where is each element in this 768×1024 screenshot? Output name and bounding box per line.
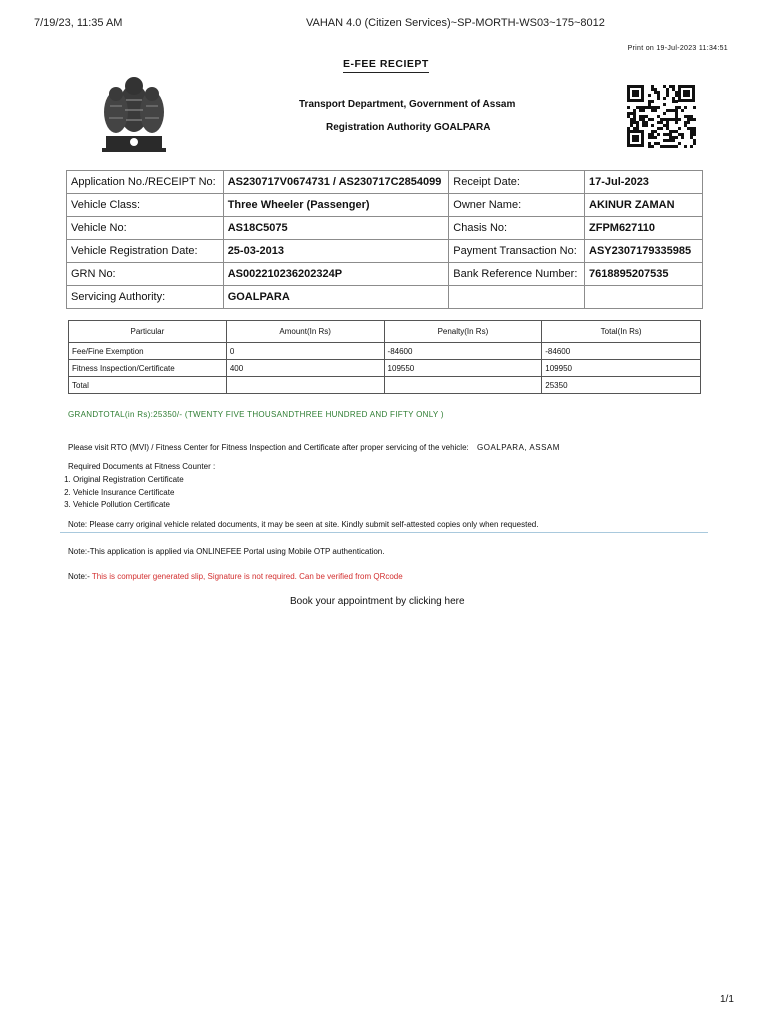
- info-value: 17-Jul-2023: [585, 171, 703, 194]
- authority-name: Registration Authority GOALPARA: [326, 122, 491, 133]
- info-value: 25-03-2013: [223, 240, 449, 263]
- table-cell: 109550: [384, 360, 542, 377]
- column-header: Total(In Rs): [542, 321, 701, 343]
- qr-code-icon[interactable]: [626, 84, 696, 148]
- table-row: [67, 171, 703, 194]
- info-label: Owner Name:: [449, 194, 585, 217]
- visit-note-text: Please visit RTO (MVI) / Fitness Center for Fitness Inspection and Certificate after proper servicing of the vehicle:: [68, 443, 469, 452]
- table-row: [67, 217, 703, 240]
- table-cell: 0: [226, 343, 384, 360]
- info-label: Vehicle Class:: [67, 194, 224, 217]
- info-value: [585, 286, 703, 309]
- print-datetime: 7/19/23, 11:35 AM: [34, 17, 123, 29]
- table-cell: 109950: [542, 360, 701, 377]
- info-value: ASY2307179335985: [585, 240, 703, 263]
- table-row: [69, 343, 701, 360]
- list-item: 1. Original Registration Certificate: [73, 474, 184, 487]
- table-cell: -84600: [542, 343, 701, 360]
- info-label: Payment Transaction No:: [449, 240, 585, 263]
- table-cell: -84600: [384, 343, 542, 360]
- info-value: ZFPM627110: [585, 217, 703, 240]
- info-value: AKINUR ZAMAN: [585, 194, 703, 217]
- table-cell: Fitness Inspection/Certificate: [69, 360, 227, 377]
- info-label: Chasis No:: [449, 217, 585, 240]
- slip-note-text: This is computer generated slip, Signature is not required. Can be verified from QRcode: [91, 572, 403, 581]
- table-cell: Total: [69, 377, 227, 394]
- table-row: [67, 263, 703, 286]
- table-row: [69, 360, 701, 377]
- visit-note: [68, 443, 560, 452]
- department-name: Transport Department, Government of Assam: [299, 99, 516, 110]
- info-label: Servicing Authority:: [67, 286, 224, 309]
- info-value: AS230717V0674731 / AS230717C2854099: [223, 171, 449, 194]
- vehicle-info-table: [66, 170, 703, 309]
- info-value: 7618895207535: [585, 263, 703, 286]
- table-cell: Fee/Fine Exemption: [69, 343, 227, 360]
- table-cell: [384, 377, 542, 394]
- required-docs-list: [55, 474, 184, 512]
- table-cell: 25350: [542, 377, 701, 394]
- page-number: 1/1: [720, 994, 734, 1005]
- slip-note: [68, 572, 403, 581]
- info-label: Receipt Date:: [449, 171, 585, 194]
- table-row: [67, 240, 703, 263]
- info-label: GRN No:: [67, 263, 224, 286]
- info-value: AS18C5075: [223, 217, 449, 240]
- table-cell: 400: [226, 360, 384, 377]
- info-label: Vehicle No:: [67, 217, 224, 240]
- info-label: Vehicle Registration Date:: [67, 240, 224, 263]
- list-item: 3. Vehicle Pollution Certificate: [73, 499, 184, 512]
- table-row: [69, 377, 701, 394]
- column-header: Penalty(In Rs): [384, 321, 542, 343]
- printed-on-stamp: Print on 19-Jul-2023 11:34:51: [627, 45, 728, 52]
- info-value: GOALPARA: [223, 286, 449, 309]
- table-cell: [226, 377, 384, 394]
- column-header: Particular: [69, 321, 227, 343]
- info-label: Application No./RECEIPT No:: [67, 171, 224, 194]
- print-window-title: VAHAN 4.0 (Citizen Services)~SP-MORTH-WS03~175~8012: [306, 17, 605, 29]
- column-header: Amount(In Rs): [226, 321, 384, 343]
- info-label: [449, 286, 585, 309]
- list-item: 2. Vehicle Insurance Certificate: [73, 487, 184, 500]
- slip-note-prefix: Note:-: [68, 572, 90, 581]
- required-docs-title: Required Documents at Fitness Counter :: [68, 462, 216, 471]
- info-value: AS002210236202324P: [223, 263, 449, 286]
- grand-total: GRANDTOTAL(in Rs):25350/- (TWENTY FIVE THOUSANDTHREE HUNDRED AND FIFTY ONLY ): [68, 410, 444, 419]
- info-value: Three Wheeler (Passenger): [223, 194, 449, 217]
- table-row: [67, 286, 703, 309]
- national-emblem-icon: [88, 70, 180, 154]
- carry-note: Note: Please carry original vehicle related documents, it may be seen at site. Kindly submit self-attested copies only when requested.: [68, 520, 539, 529]
- info-label: Bank Reference Number:: [449, 263, 585, 286]
- online-note: Note:-This application is applied via ONLINEFEE Portal using Mobile OTP authentication.: [68, 547, 385, 556]
- table-row: [67, 194, 703, 217]
- divider: [60, 532, 708, 533]
- receipt-title: E-FEE RECIEPT: [343, 58, 429, 73]
- visit-location: GOALPARA, ASSAM: [477, 443, 560, 452]
- fee-table: [68, 320, 701, 394]
- book-appointment-link[interactable]: Book your appointment by clicking here: [290, 596, 465, 607]
